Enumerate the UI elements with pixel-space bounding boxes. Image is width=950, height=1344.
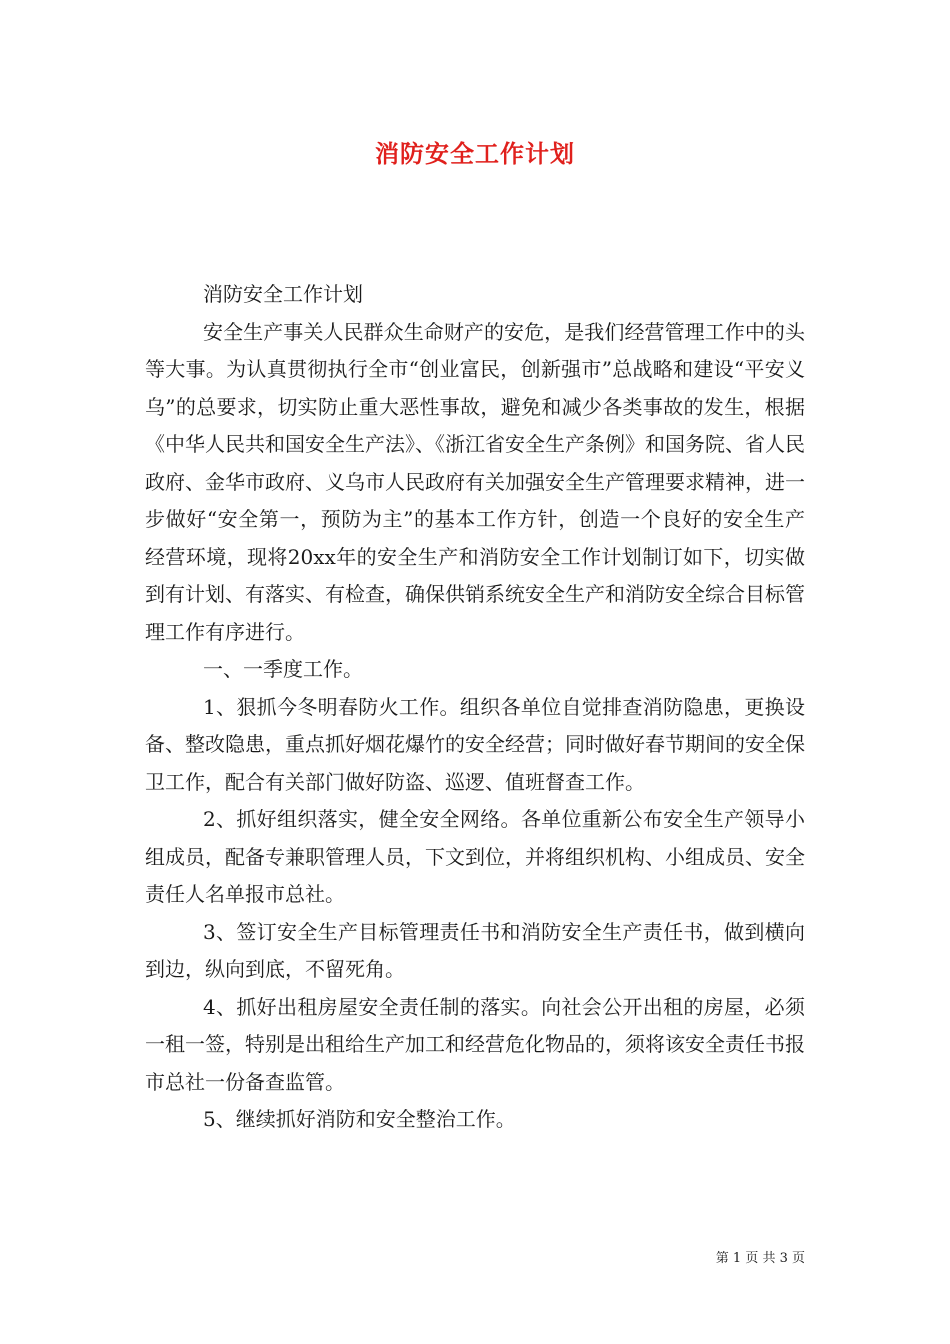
page-number-footer: 第 1 页 共 3 页 xyxy=(715,1251,805,1266)
paragraph-item-4: 4、抓好出租房屋安全责任制的落实。向社会公开出租的房屋，必须一租一签，特别是出租给生产加工和经营危化物品的，须将该安全责任书报市总社一份备查监管。 xyxy=(145,994,805,1094)
paragraph-item-5: 5、继续抓好消防和安全整治工作。 xyxy=(203,1107,516,1131)
paragraph-item-3: 3、签订安全生产目标管理责任书和消防安全生产责任书，做到横向到边，纵向到底，不留死角。 xyxy=(145,919,805,981)
paragraph-item-1: 1、狠抓今冬明春防火工作。组织各单位自觉排查消防隐患，更换设备、整改隐患，重点抓好烟花爆竹的安全经营；同时做好春节期间的安全保卫工作，配合有关部门做好防盗、巡逻、值班督查工作。 xyxy=(145,694,805,794)
paragraph-heading: 消防安全工作计划 xyxy=(203,282,363,306)
document-body xyxy=(145,276,805,1139)
paragraph-intro: 安全生产事关人民群众生命财产的安危，是我们经营管理工作中的头等大事。为认真贯彻执行全市“创业富民，创新强市”总战略和建设“平安义乌”的总要求，切实防止重大恶性事故，避免和减少各类事故的发生，根据《中华人民共和国安全生产法》、《浙江省安全生产条例》和国务院、省人民政府、金华市政府、义乌市人民政府有关加强安全生产管理要求精神，进一步做好“安全第一，预防为主”的基本工作方针，创造一个良好的安全生产经营环境，现将20xx年的安全生产和消防安全工作计划制订如下，切实做到有计划、有落实、有检查，确保供销系统安全生产和消防安全综合目标管理工作有序进行。 xyxy=(145,319,805,644)
section-heading-q1: 一、一季度工作。 xyxy=(203,657,363,681)
document-title: 消防安全工作计划 xyxy=(375,139,575,168)
paragraph-item-2: 2、抓好组织落实，健全安全网络。各单位重新公布安全生产领导小组成员，配备专兼职管理人员，下文到位，并将组织机构、小组成员、安全责任人名单报市总社。 xyxy=(145,807,805,906)
